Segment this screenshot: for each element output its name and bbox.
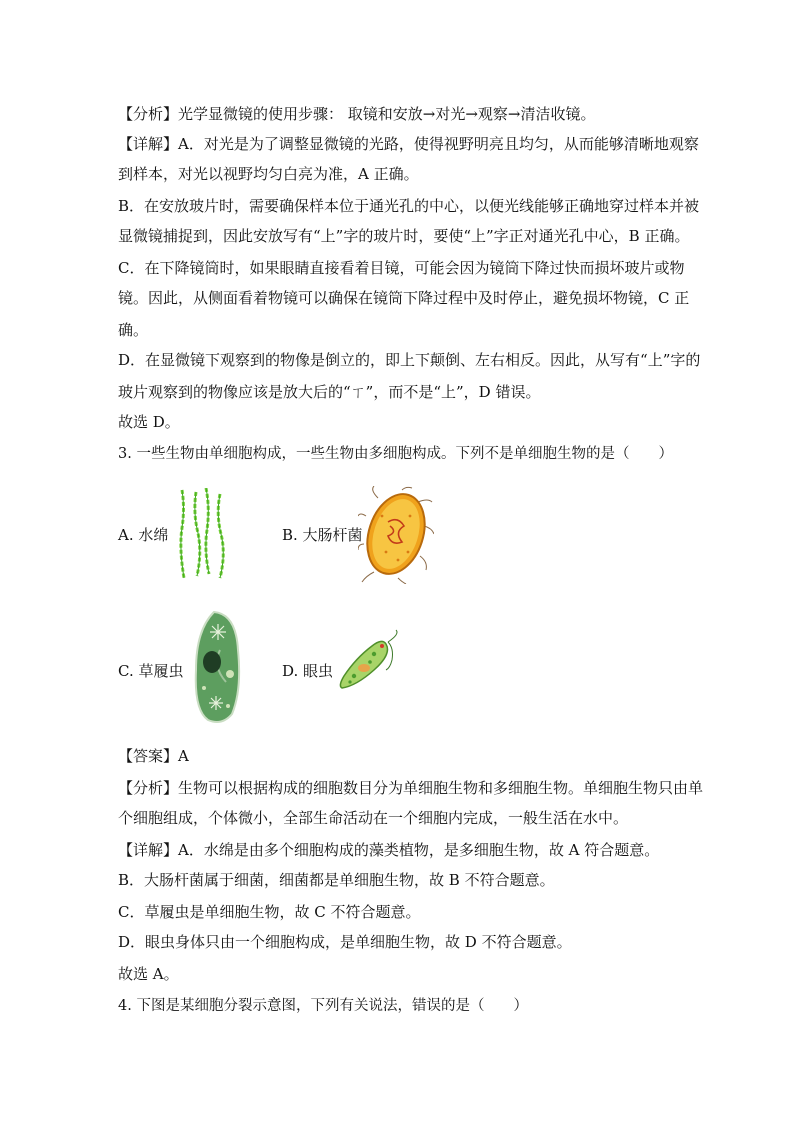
option-b-label: B. 大肠杆菌 (282, 526, 363, 544)
detail-line: D．眼虫身体只由一个细胞构成，是单细胞生物，故 D 不符合题意。 (118, 933, 572, 951)
detail-line: 【详解】A．对光是为了调整显微镜的光路，使得视野明亮且均匀，从而能够清晰地观察 (118, 135, 699, 153)
analysis-paragraph: 【分析】光学显微镜的使用步骤： 取镜和安放→对光→观察→清洁收镜。 (118, 105, 596, 123)
euglena-image (334, 628, 404, 692)
detail-line: B．在安放玻片时，需要确保样本位于通光孔的中心，以便光线能够正确地穿过样本并被 (118, 197, 700, 215)
detail-line: C．草履虫是单细胞生物，故 C 不符合题意。 (118, 903, 421, 921)
paramecium-image (192, 610, 246, 726)
question-4-stem: 4. 下图是某细胞分裂示意图，下列有关说法，错误的是（ ） (118, 998, 528, 1014)
detail-line: 故选 A。 (118, 965, 179, 983)
analysis-line: 个细胞组成，个体微小，全部生命活动在一个细胞内完成，一般生活在水中。 (118, 809, 629, 827)
option-a-label: A. 水绵 (118, 526, 169, 544)
detail-line: 确。 (118, 321, 149, 339)
option-d-label: D. 眼虫 (282, 662, 334, 680)
detail-line: D．在显微镜下观察到的物像是倒立的，即上下颠倒、左右相反。因此，从写有“上”字的 (118, 351, 701, 369)
option-c-label: C. 草履虫 (118, 662, 184, 680)
question-3-stem: 3. 一些生物由单细胞构成，一些生物由多细胞构成。下列不是单细胞生物的是（ ） (118, 446, 673, 462)
answer: 【答案】A (118, 747, 189, 765)
e-coli-image (358, 486, 434, 584)
detail-line: 玻片观察到的物像应该是放大后的“ㄒ”，而不是“上”，D 错误。 (118, 383, 541, 401)
detail-line: 显微镜捕捉到，因此安放写有“上”字的玻片时，要使“上”字正对通光孔中心，B 正确。 (118, 227, 690, 245)
spirogyra-image (176, 488, 234, 580)
detail-line: 故选 D。 (118, 413, 180, 431)
detail-line: 【详解】A．水绵是由多个细胞构成的藻类植物，是多细胞生物，故 A 符合题意。 (118, 841, 660, 859)
detail-line: C．在下降镜筒时，如果眼睛直接看着目镜，可能会因为镜筒下降过快而损坏玻片或物 (118, 259, 685, 277)
detail-line: B．大肠杆菌属于细菌，细菌都是单细胞生物，故 B 不符合题意。 (118, 871, 555, 889)
analysis-line: 【分析】生物可以根据构成的细胞数目分为单细胞生物和多细胞生物。单细胞生物只由单 (118, 779, 704, 797)
detail-line: 到样本，对光以视野均匀白亮为准，A 正确。 (118, 165, 419, 183)
detail-line: 镜。因此，从侧面看着物镜可以确保在镜筒下降过程中及时停止，避免损坏物镜，C 正 (118, 289, 690, 307)
